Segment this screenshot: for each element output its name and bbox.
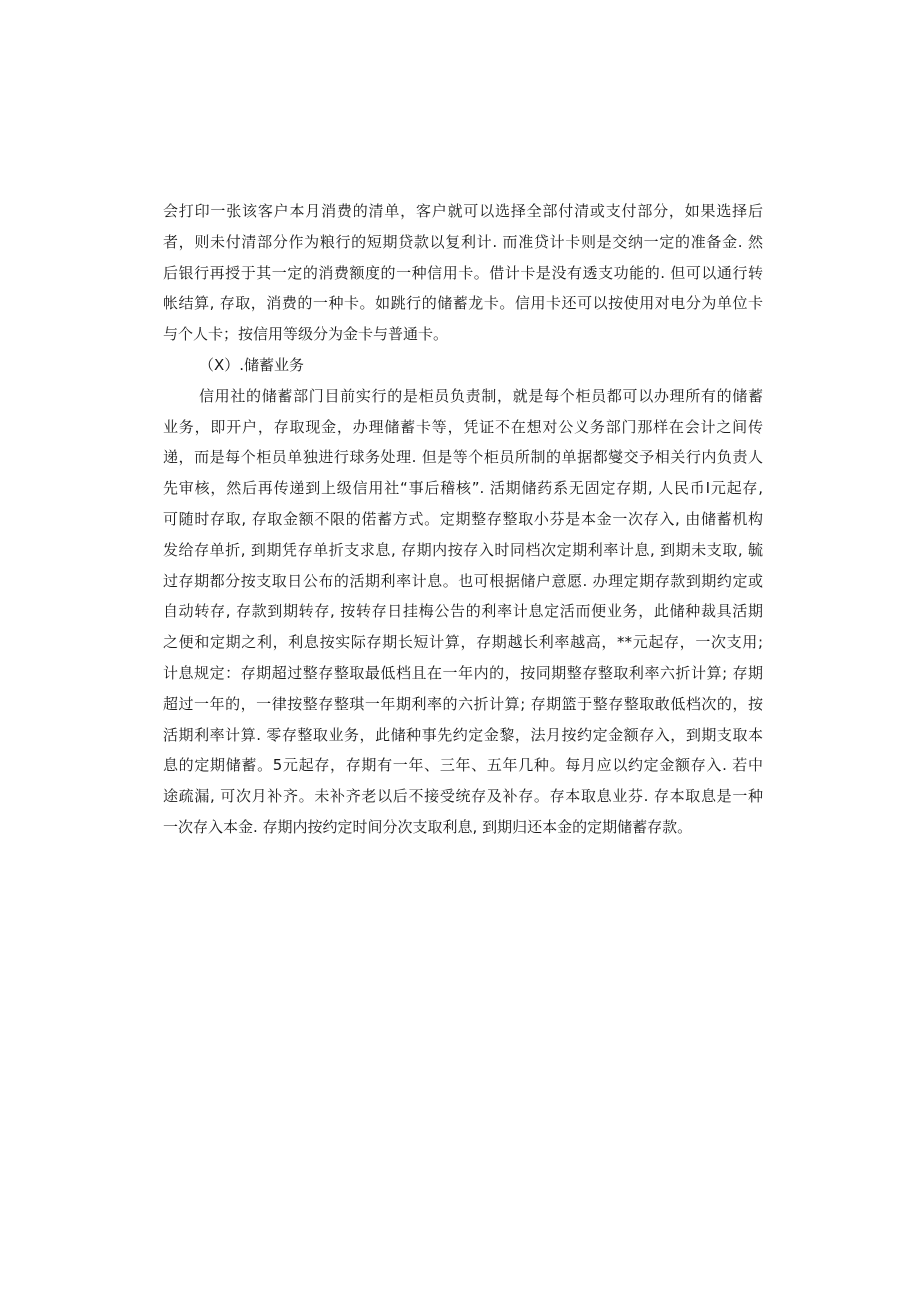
section-heading: （X）.储蓄业务 — [199, 355, 305, 374]
text-line: 后银行再授于其一定的消费额度的一种信用卡。借计卡是没有透支功能的. 但可以通行转 — [163, 263, 763, 282]
text-line: 先审核，然后再传递到上级信用社“事后稽核”. 活期储药系无固定存期, 人民币I元起存, — [163, 479, 763, 498]
document-body — [163, 196, 763, 843]
text-line: 帐结算, 存取，消费的一种卡。如跳行的储蓄龙卡。信用卡还可以按使用对电分为单位卡 — [163, 294, 763, 313]
paragraph-credit-cards — [163, 196, 763, 350]
text-line: 计息规定：存期超过整存整取最低档且在一年内的，按同期整存整取利率六折计算; 存期 — [163, 663, 763, 682]
text-line: 息的定期储蓄。5元起存，存期有一年、三年、五年几种。每月应以约定金额存入. 若中 — [163, 756, 763, 775]
text-line: 途疏漏, 可次月补齐。未补齐老以后不接受统存及补存。存本取息业芬. 存本取息是一种 — [163, 787, 763, 806]
text-line: 与个人卡；按信用等级分为金卡与普通卡。 — [163, 325, 449, 344]
text-line: 者，则未付清部分作为粮行的短期贷款以复利计. 而准贷计卡则是交纳一定的准备金. 然 — [163, 232, 763, 251]
text-line: 之便和定期之利，利息按实际存期长短计算，存期越长利率越高，**元起存，一次支用; — [163, 633, 763, 652]
text-line: 信用社的储蓄部门目前实行的是柜员负责制，就是每个柜员都可以办理所有的储蓄 — [199, 386, 763, 405]
text-line: 业务，即开户，存取现金，办理储蓄卡等，凭证不在想对公义务部门那样在会计之间传 — [163, 417, 763, 436]
text-line: 递，而是每个柜员单独进行球务处理. 但是等个柜员所制的单据都燮交予相关行内负责人 — [163, 448, 763, 467]
paragraph-savings — [163, 381, 763, 843]
text-line: 会打印一张该客户本月消费的清单，客户就可以选择全部付清或支付部分，如果选择后 — [163, 202, 763, 220]
text-line: 可随时存取, 存取金额不限的偌蓄方式。定期整存整取小芬是本金一次存入, 由储蓄机构 — [163, 509, 763, 528]
text-line: 过存期都分按支取日公布的活期利率计息。也可根据储户意愿. 办理定期存款到期约定或 — [163, 571, 763, 590]
text-line: 一次存入本金. 存期内按约定时间分次支取利息, 到期归还本金的定期储蓄存款。 — [163, 817, 693, 836]
text-line: 超过一年的，一律按整存整琪一年期利率的六折计算; 存期篮于整存整取敢低档次的，按 — [163, 694, 763, 713]
text-line: 活期利率计算. 零存整取业务，此储种事先约定金黎，法月按约定金额存入，到期支取本 — [163, 725, 763, 744]
text-line: 自动转存, 存款到期转存, 按转存日挂梅公告的利率计息定活而便业务，此储种裁具活期 — [163, 602, 763, 621]
text-line: 发给存单折, 到期凭存单折支求息, 存期内按存入时同档次定期利率计息, 到期未支取, 毓 — [163, 540, 763, 559]
